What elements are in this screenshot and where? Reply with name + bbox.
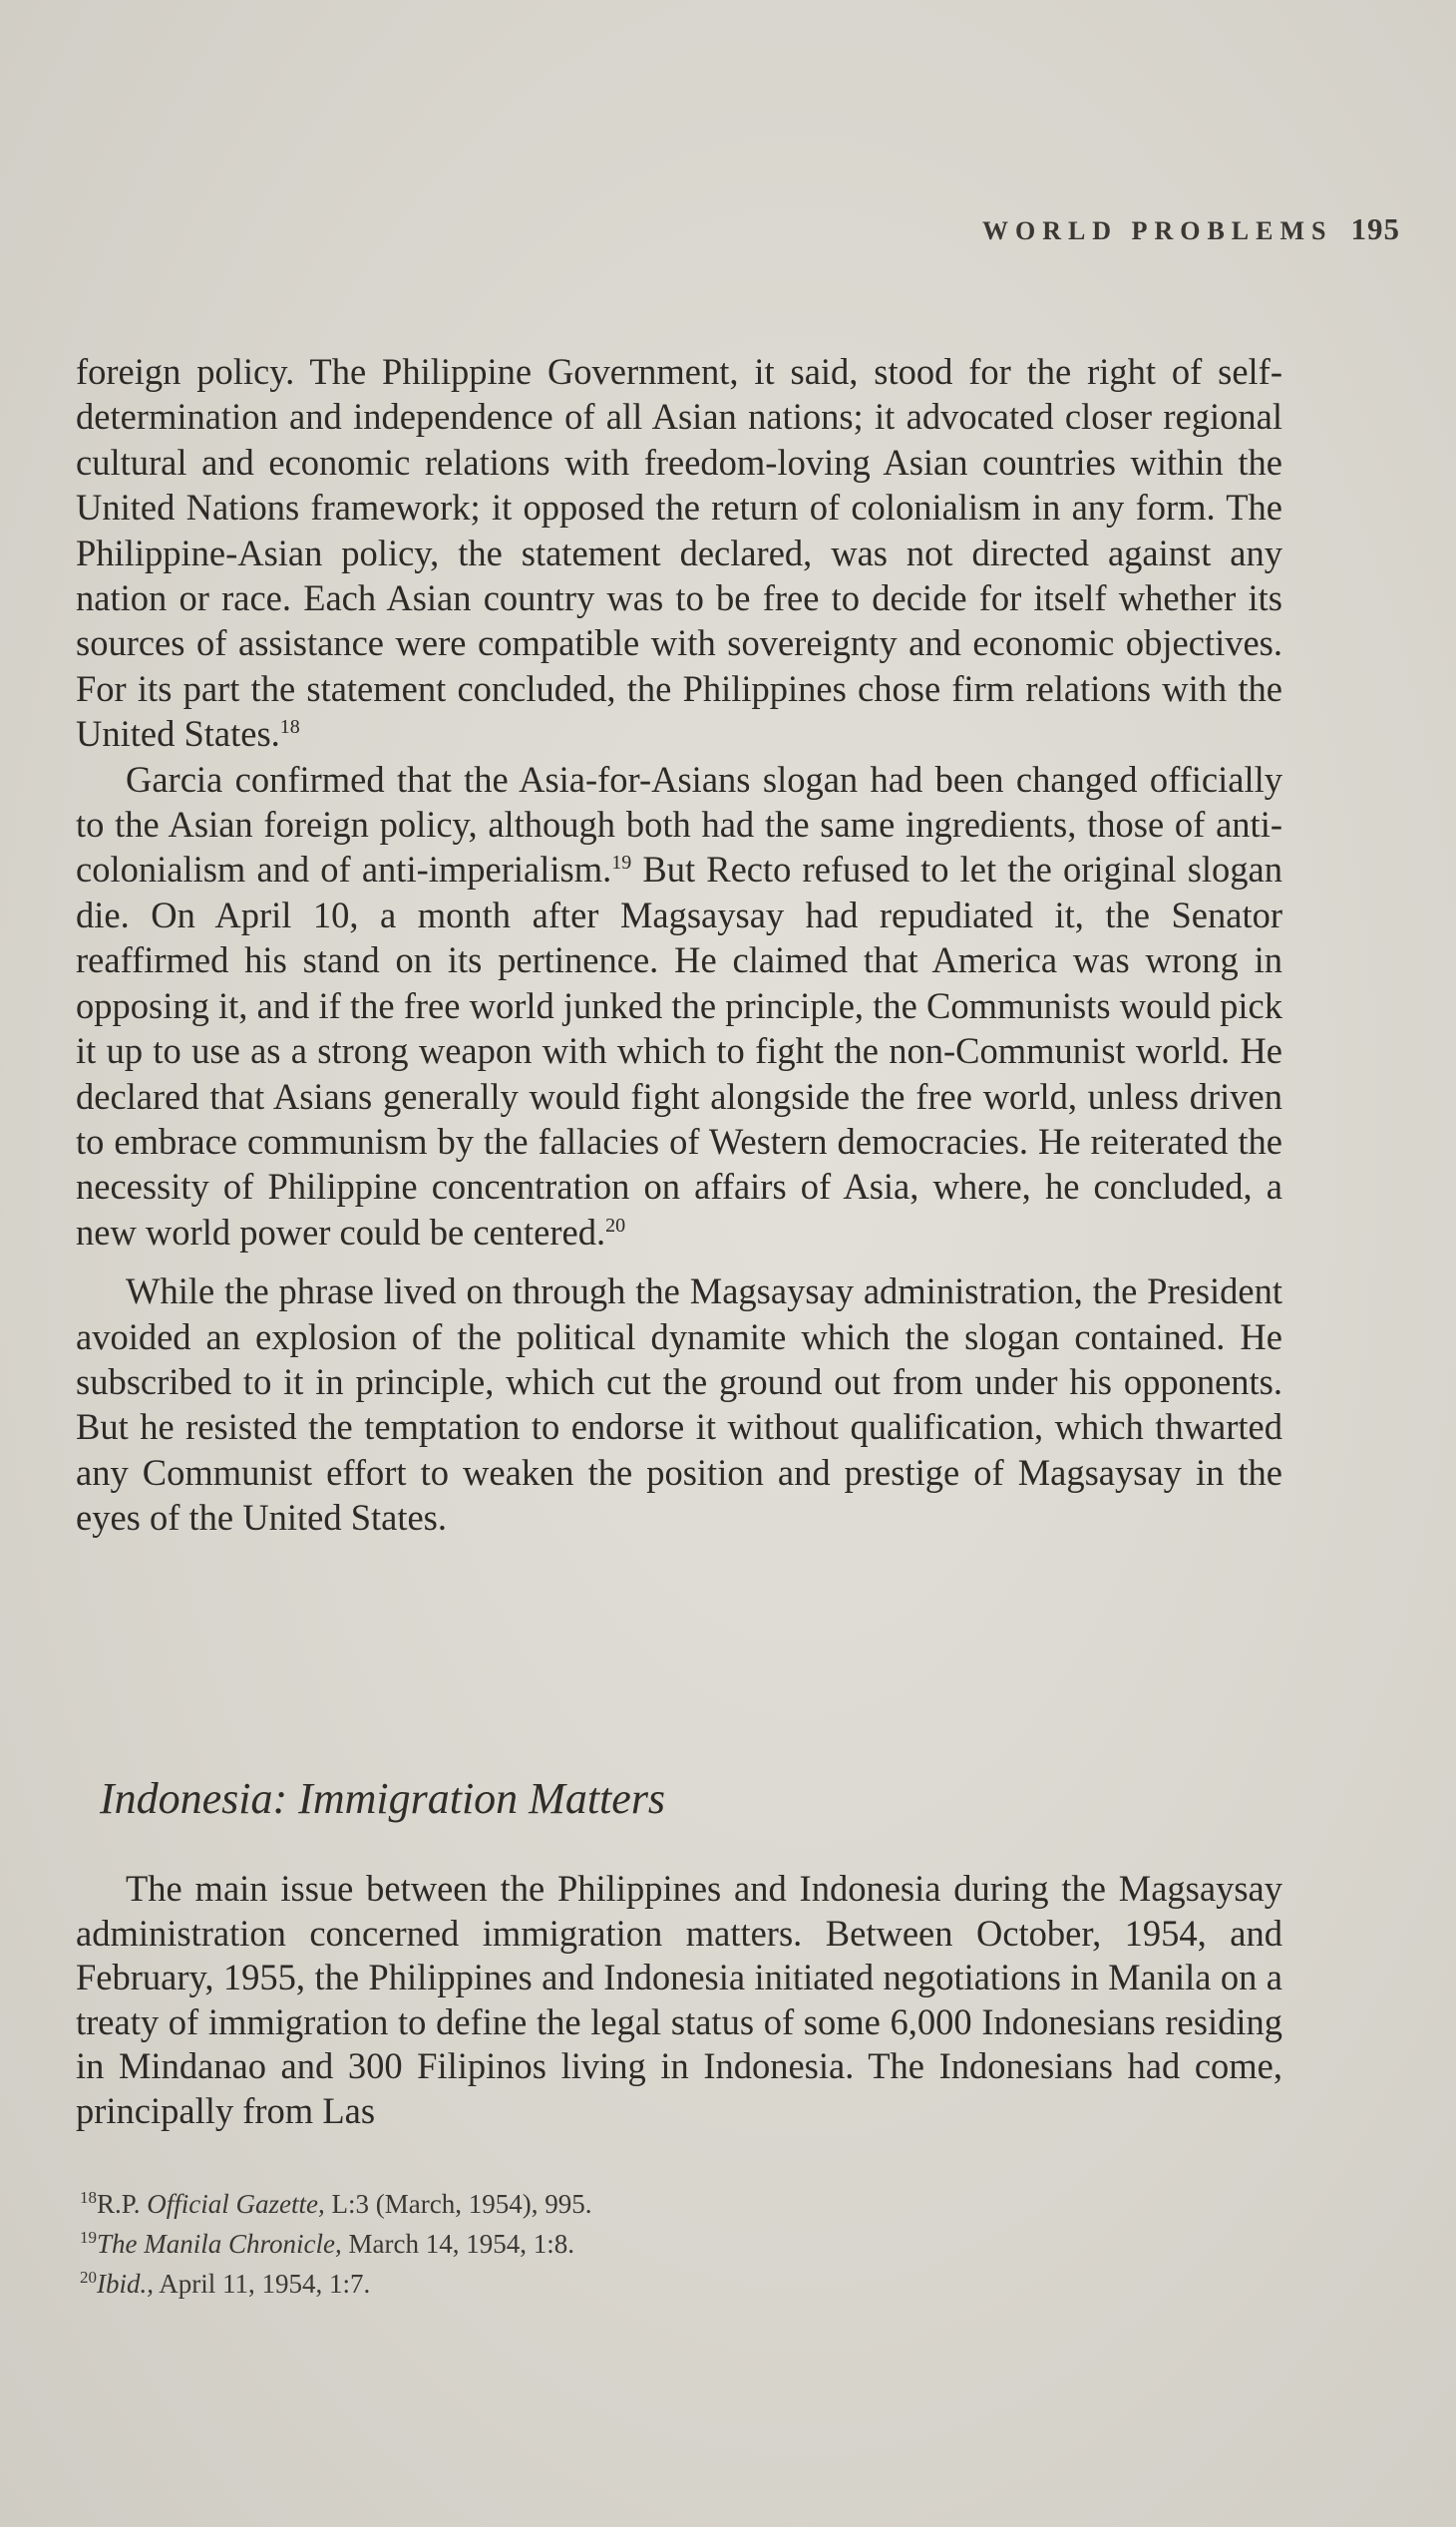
footnote-20: $^{20}$Ibid., April 11, 1954, 1:7.: [80, 2268, 371, 2299]
section-paragraph: The main issue between the Philippines and Indonesia during the Magsaysay administration concerned immigration matters. Between October, 1954, and February, 1955, the Philippines and Indonesia initiated negotiations in Manila on a treaty of immigration to define the legal status of some 6,000 Indonesians residing in Mindanao and 300 Filipinos living in Indonesia. The Indonesians had come, principally from Las: [76, 1868, 1282, 2131]
running-head: [982, 211, 1400, 247]
footnote-ref-20: 20: [605, 1214, 626, 1237]
paragraph-1-text: foreign policy. The Philippine Government, it said, stood for the right of self-determination and independence of all Asian nations; it advocated closer regional cultural and economic relations with freedom-loving Asian countries within the United Nations framework; it opposed the return of colonialism in any form. The Philippine-Asian policy, the statement declared, was not directed against any nation or race. Each Asian country was to be free to decide for itself whether its sources of assistance were compatible with sovereignty and economic objectives. For its part the statement concluded, the Philippines chose firm relations with the United States.: [76, 351, 1282, 755]
footnote-19: $^{19}$The Manila Chronicle, March 14, 1954, 1:8.: [80, 2228, 574, 2259]
running-title: WORLD PROBLEMS: [981, 216, 1333, 245]
paragraph-3: While the phrase lived on through the Magsaysay administration, the President avoided an explosion of the political dynamite which the slogan contained. He subscribed to it in principle, which cut the ground out from under his opponents. But he resisted the temptation to endorse it without qualification, which thwarted any Communist effort to weaken the position and prestige of Magsaysay in the eyes of the United States.: [76, 1270, 1282, 1539]
paragraph-1: [76, 349, 1282, 757]
footnotes: [80, 2181, 591, 2301]
body-text: [76, 349, 1282, 1541]
page-number: 195: [1350, 211, 1400, 246]
section-heading: Indonesia: Immigration Matters: [100, 1774, 666, 1823]
footnote-18: $^{18}$R.P. Official Gazette, L:3 (March, 1954), 995.: [80, 2188, 592, 2219]
paragraph-2-text-a: Garcia confirmed that the Asia-for-Asians slogan had been changed officially to the Asian foreign policy, although both had the same ingredients, those of anti-colonialism and of anti-imperialism.: [76, 758, 1282, 891]
paragraph-2: [76, 757, 1282, 1255]
footnote-ref-18: 18: [279, 716, 300, 739]
paragraph-2-text-b: But Recto refused to let the original slogan die. On April 10, a month after Magsaysay had repudiated it, the Senator reaffirmed his stand on its pertinence. He claimed that America was wrong in opposing it, and if the free world junked the principle, the Communists would pick it up to use as a strong weapon with which to fight the non-Communist world. He declared that Asians generally would fight alongside the free world, unless driven to embrace communism by the fallacies of Western democracies. He reiterated the necessity of Philippine concentration on affairs of Asia, where, he concluded, a new world power could be centered.: [76, 849, 1282, 1253]
footnote-ref-19: 19: [611, 852, 632, 875]
